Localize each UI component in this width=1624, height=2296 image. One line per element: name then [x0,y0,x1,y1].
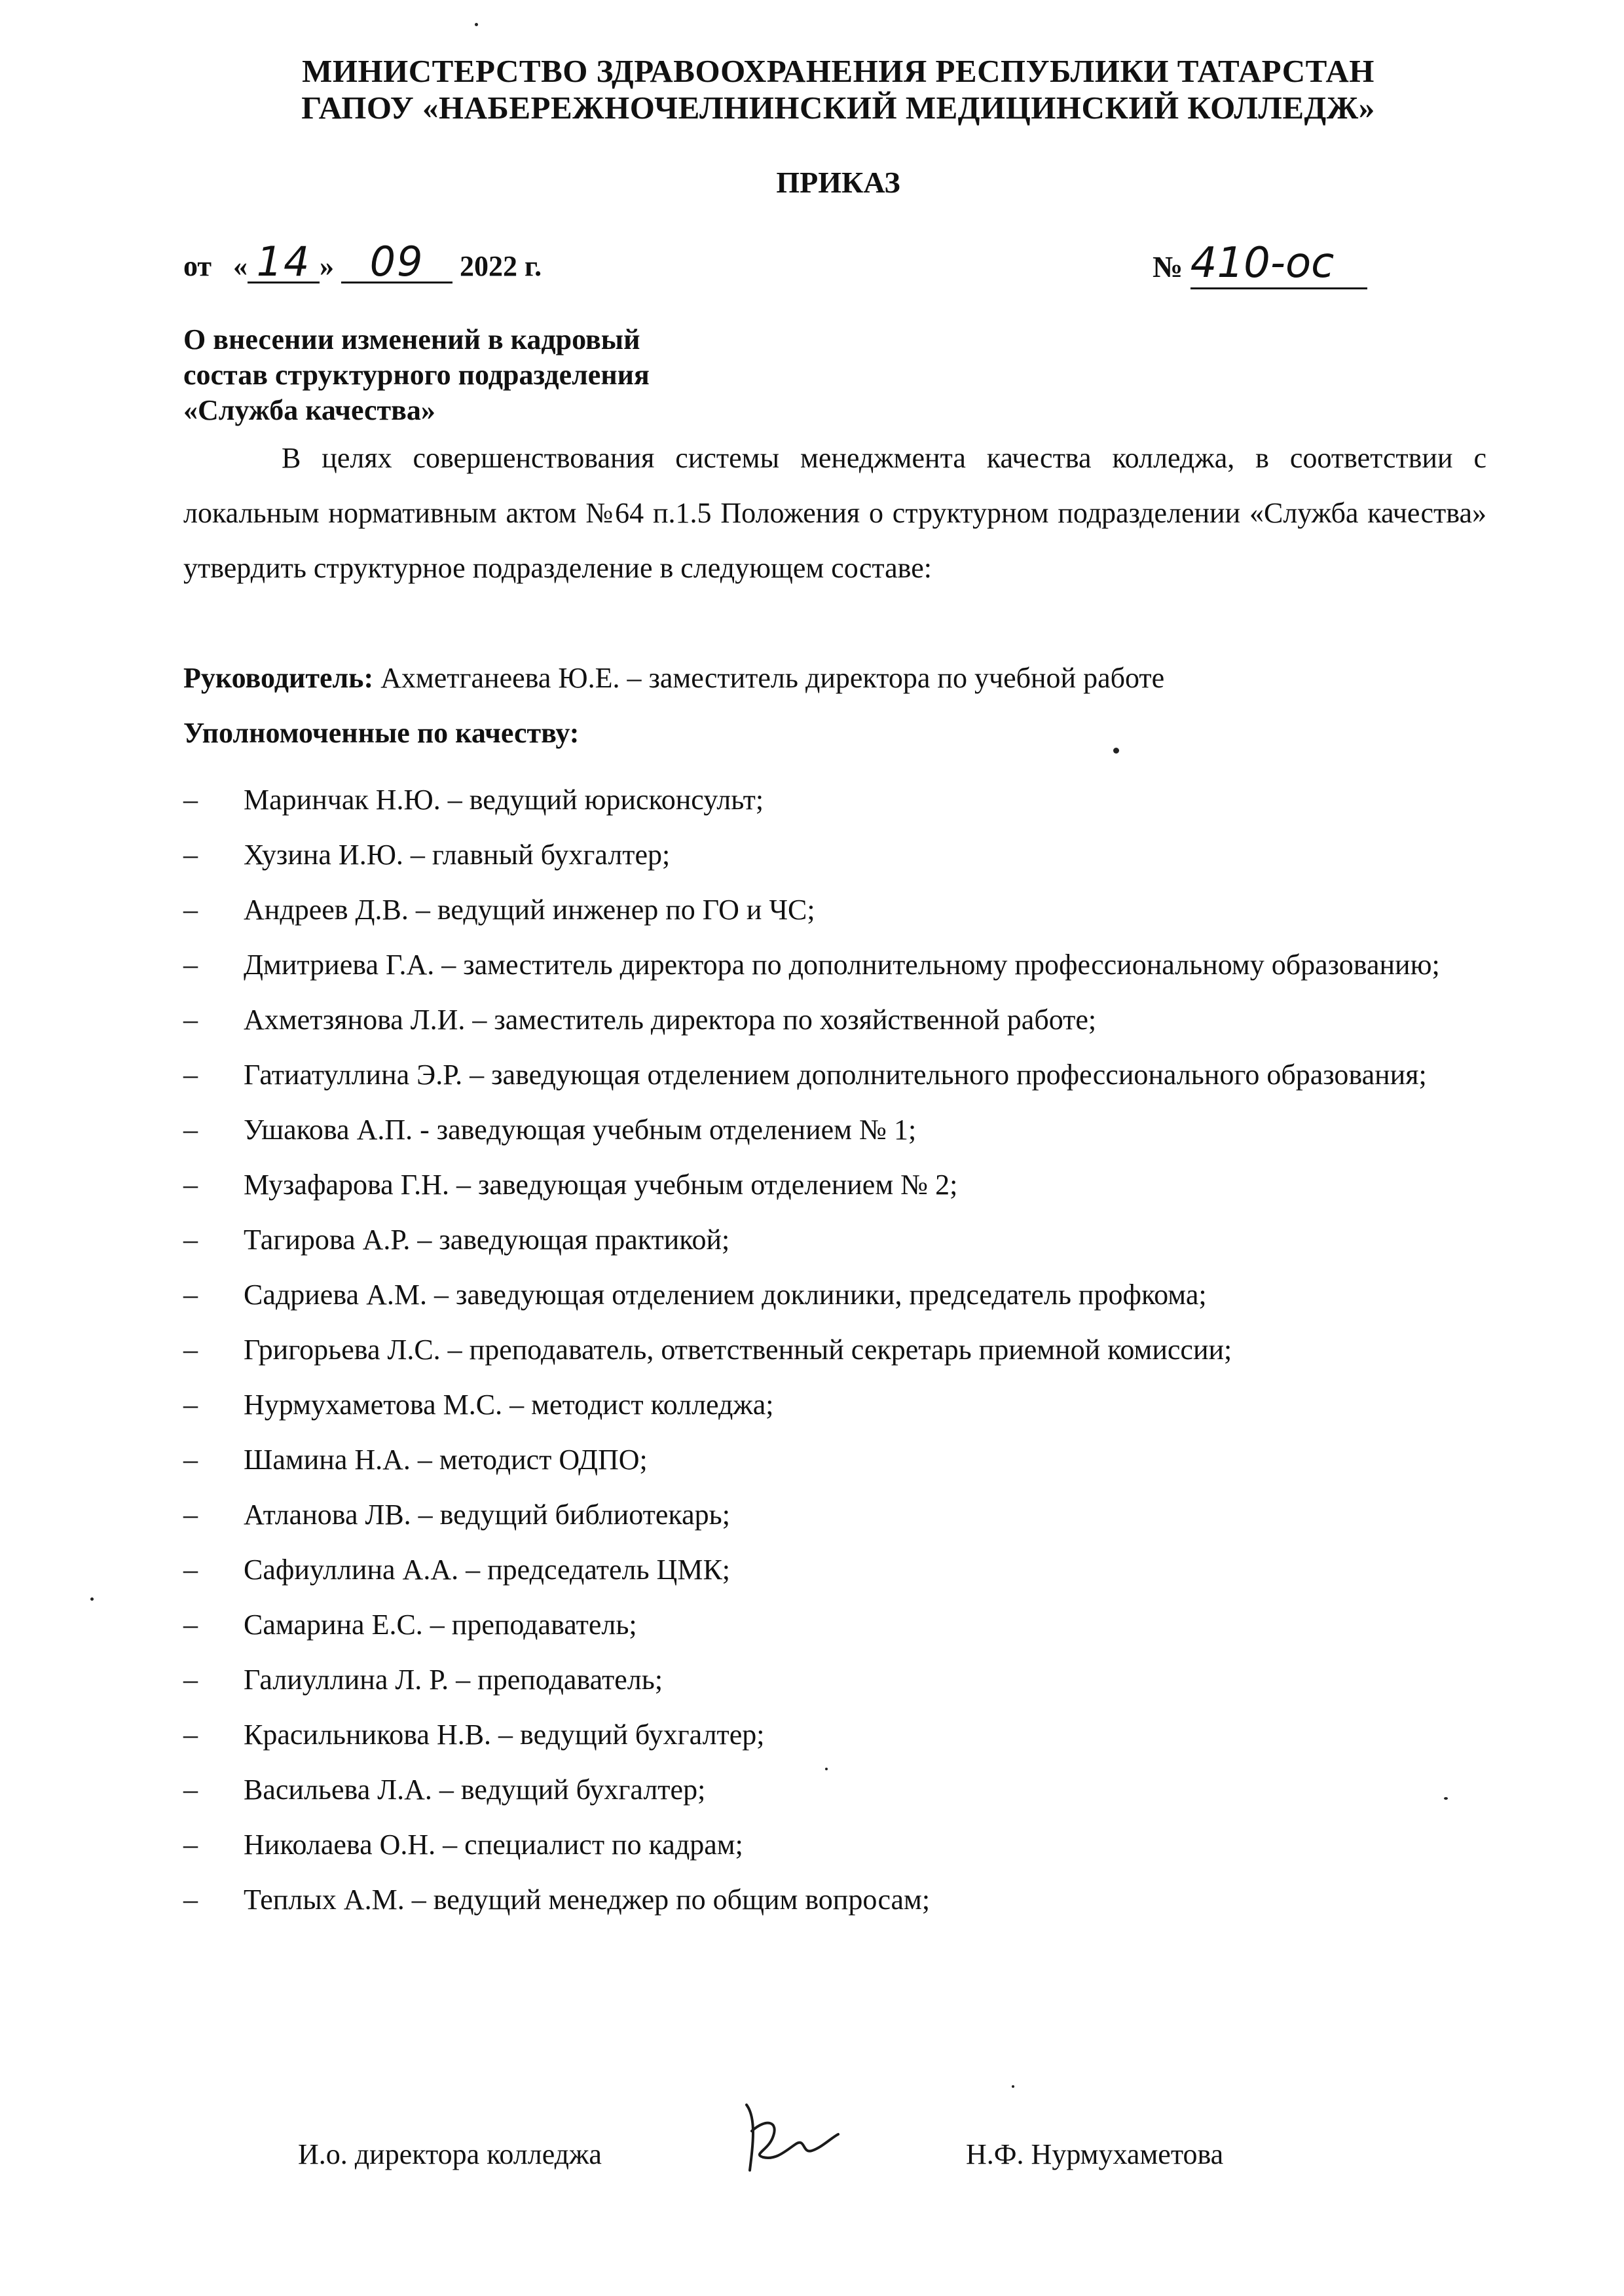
list-item [183,1597,1486,1652]
list-item [183,1817,1486,1872]
list-item [183,1652,1486,1707]
list-dash: – [183,1059,198,1091]
signature-image [733,2092,845,2190]
list-dash: – [183,1279,198,1311]
member-text: Григорьева Л.С. – преподаватель, ответственный секретарь приемной комиссии; [244,1334,1232,1366]
date-year: 2022 г. [460,250,542,282]
order-subject [183,322,650,428]
list-dash: – [183,784,198,816]
date-month: 09 [341,242,452,283]
list-item [183,1048,1486,1102]
scan-speck [90,1597,94,1601]
list-item [183,1872,1486,1927]
list-item [183,883,1486,938]
member-text: Теплых А.М. – ведущий менеджер по общим вопросам; [244,1884,931,1916]
list-dash: – [183,1664,198,1696]
scan-speck [1012,2085,1014,2088]
member-text: Гатиатуллина Э.Р. – заведующая отделением дополнительного профессионального образования; [244,1059,1427,1091]
list-item [183,1542,1486,1597]
member-text: Сафиуллина А.А. – председатель ЦМК; [244,1554,731,1586]
number-value: 410-ос [1190,239,1367,289]
scan-speck [825,1768,828,1770]
member-text: Красильникова Н.В. – ведущий бухгалтер; [244,1719,765,1751]
subject-line: «Служба качества» [183,394,435,426]
members-heading: Уполномоченные по качеству: [183,717,580,749]
member-text: Андреев Д.В. – ведущий инженер по ГО и ЧС; [244,894,815,926]
leader-line [183,661,1164,695]
list-dash: – [183,839,198,871]
member-text: Шамина Н.А. – методист ОДПО; [244,1444,648,1476]
list-dash: – [183,1444,198,1476]
college-header: ГАПОУ «НАБЕРЕЖНОЧЕЛНИНСКИЙ МЕДИЦИНСКИЙ КОЛЛЕДЖ» [301,90,1375,126]
scan-speck [1444,1797,1448,1800]
list-dash: – [183,1609,198,1641]
list-dash: – [183,1169,198,1201]
list-item [183,1267,1486,1322]
list-item [183,938,1486,993]
member-text: Атланова ЛВ. – ведущий библиотекарь; [244,1499,730,1531]
member-text: Хузина И.Ю. – главный бухгалтер; [244,839,671,871]
list-item [183,1157,1486,1212]
list-dash: – [183,1114,198,1146]
members-list [183,773,1486,1927]
scan-speck [475,23,478,26]
member-text: Тагирова А.Р. – заведующая практикой; [244,1224,730,1256]
list-dash: – [183,1884,198,1916]
date-day: 14 [248,242,320,283]
order-body: В целях совершенствования системы менеджмента качества колледжа, в соответствии с локальным нормативным актом №64 п.1.5 Положения о структурном подразделении «Служба качества» утвердить структурное подразделение в следующем составе: [183,442,1486,584]
list-item [183,1322,1486,1377]
date-close-quote: » [320,250,335,282]
signer-position: И.о. директора колледжа [298,2138,602,2170]
leader-text: Ахметганеева Ю.Е. – заместитель директора по учебной работе [373,662,1165,694]
list-item [183,773,1486,828]
list-dash: – [183,949,198,981]
member-text: Дмитриева Г.А. – заместитель директора по дополнительному профессиональному образованию; [244,949,1440,981]
list-item [183,993,1486,1048]
list-item [183,1432,1486,1487]
list-item [183,1762,1486,1817]
scan-speck [1113,748,1119,754]
list-dash: – [183,1719,198,1751]
list-dash: – [183,894,198,926]
member-text: Маринчак Н.Ю. – ведущий юрисконсульт; [244,784,764,816]
list-item [183,1377,1486,1432]
list-dash: – [183,1774,198,1806]
list-dash: – [183,1389,198,1421]
list-dash: – [183,1554,198,1586]
list-item [183,1102,1486,1157]
date-open-quote: « [233,250,248,282]
list-item [183,1707,1486,1762]
subject-line: О внесении изменений в кадровый [183,323,640,355]
member-text: Нурмухаметова М.С. – методист колледжа; [244,1389,774,1421]
member-text: Садриева А.М. – заведующая отделением доклиники, председатель профкома; [244,1279,1207,1311]
list-dash: – [183,1499,198,1531]
member-text: Музафарова Г.Н. – заведующая учебным отделением № 2; [244,1169,958,1201]
document-title: ПРИКАЗ [776,166,900,199]
list-dash: – [183,1224,198,1256]
member-text: Васильева Л.А. – ведущий бухгалтер; [244,1774,706,1806]
subject-line: состав структурного подразделения [183,359,650,391]
list-item [183,1487,1486,1542]
ministry-header: МИНИСТЕРСТВО ЗДРАВООХРАНЕНИЯ РЕСПУБЛИКИ ТАТАРСТАН [302,53,1375,89]
order-date [183,238,542,285]
list-item [183,828,1486,883]
list-dash: – [183,1334,198,1366]
member-text: Галиуллина Л. Р. – преподаватель; [244,1664,663,1696]
date-prefix: от [183,250,212,282]
member-text: Ушакова А.П. - заведующая учебным отделением № 1; [244,1114,917,1146]
list-dash: – [183,1004,198,1036]
leader-label: Руководитель: [183,662,374,694]
signer-name: Н.Ф. Нурмухаметова [966,2138,1224,2170]
member-text: Ахметзянова Л.И. – заместитель директора по хозяйственной работе; [244,1004,1097,1036]
order-number [1153,239,1367,289]
number-prefix: № [1153,250,1183,283]
list-item [183,1212,1486,1267]
list-dash: – [183,1829,198,1861]
member-text: Самарина Е.С. – преподаватель; [244,1609,637,1641]
member-text: Николаева О.Н. – специалист по кадрам; [244,1829,743,1861]
